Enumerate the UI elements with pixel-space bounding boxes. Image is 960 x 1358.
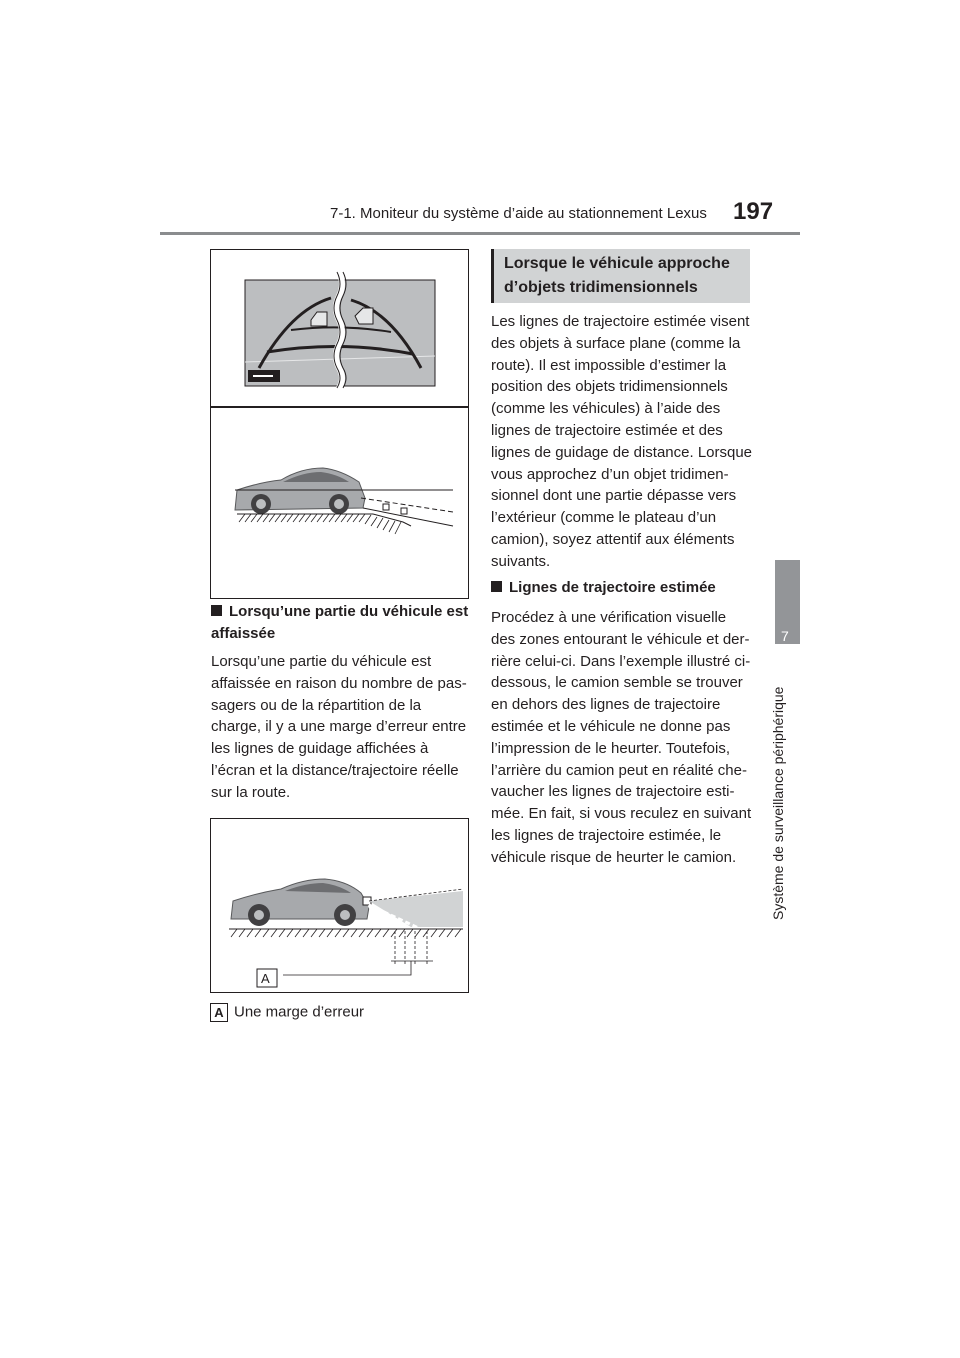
text-line: rière celui-ci. Dans l’exemple illustré ci- bbox=[491, 652, 751, 670]
legend bbox=[210, 1003, 364, 1022]
legend-text: Une marge d’erreur bbox=[234, 1003, 365, 1021]
car-side-view bbox=[231, 879, 371, 926]
text-line: lignes de trajectoire estimée et des bbox=[491, 421, 723, 439]
figure-error-margin bbox=[210, 818, 469, 993]
text-line: estimée et le véhicule ne donne pas bbox=[491, 717, 731, 735]
chapter-tab-title: Système de surveillance périphérique bbox=[770, 686, 786, 920]
text-line: sur la route. bbox=[211, 783, 291, 801]
text-line: (comme les véhicules) à l’aide des bbox=[491, 400, 721, 418]
text-line: suivants. bbox=[491, 552, 551, 570]
figure-sagging-vehicle bbox=[210, 249, 469, 599]
text-line: sionnel dont une partie dépasse vers bbox=[491, 487, 737, 505]
text-line: affaissée en raison du nombre de pas- bbox=[211, 674, 467, 692]
paragraph-trajectory bbox=[491, 607, 753, 869]
text-line: Lorsqu’une partie du véhicule est bbox=[211, 653, 432, 670]
text-line: vous approchez d’un objet tridimen- bbox=[491, 465, 729, 483]
chapter-tab-number: 7 bbox=[781, 628, 789, 644]
paragraph-intro bbox=[491, 311, 753, 573]
section-title-line: Lorsque le véhicule approche bbox=[504, 255, 730, 272]
text-line: l’arrière du camion peut en réalité che- bbox=[491, 761, 747, 779]
text-line: route). Il est impossible d’estimer la bbox=[491, 356, 727, 374]
page-number: 197 bbox=[733, 198, 774, 225]
section-title-line: d’objets tridimensionnels bbox=[504, 279, 698, 296]
subhead-trajectory bbox=[491, 577, 753, 599]
text-line: l’extérieur (comme le plateau d’un bbox=[491, 509, 717, 527]
text-line: les lignes de trajectoire estimée, le bbox=[491, 826, 722, 844]
header-rule bbox=[160, 232, 800, 235]
text-line: dessous, le camion semble se trouver bbox=[491, 674, 743, 692]
sagging-vehicle-illustration bbox=[211, 250, 468, 598]
text-line: véhicule risque de heurter le camion. bbox=[491, 848, 737, 866]
text-line: des objets à surface plane (comme la bbox=[491, 334, 741, 352]
text-line: position des objets tridimensionnels bbox=[491, 378, 728, 396]
subhead-sagging-text: Lorsqu’une partie du véhicule est affaissée bbox=[211, 603, 469, 642]
text-line: mée. En fait, si vous reculez en suivant bbox=[491, 805, 752, 823]
text-line: charge, il y a une marge d’erreur entre bbox=[211, 718, 467, 736]
error-margin-illustration bbox=[211, 819, 468, 992]
text-line: Les lignes de trajectoire estimée visent bbox=[491, 313, 750, 330]
subhead-trajectory-text: Lignes de trajectoire estimée bbox=[509, 579, 716, 596]
bullet-square-icon bbox=[211, 605, 222, 616]
text-line: camion), soyez attentif aux éléments bbox=[491, 530, 735, 548]
text-line: Procédez à une vérification visuelle bbox=[491, 609, 727, 626]
text-line: l’écran et la distance/trajectoire réelle bbox=[211, 761, 459, 779]
text-line: l’impression de le heurter. Toutefois, bbox=[491, 739, 731, 757]
bullet-square-icon bbox=[491, 581, 502, 592]
chapter-header: 7-1. Moniteur du système d’aide au stationnement Lexus bbox=[330, 205, 707, 222]
subhead-sagging bbox=[211, 601, 473, 644]
label-a-text: A bbox=[261, 971, 270, 986]
section-heading bbox=[491, 249, 750, 303]
text-line: sagers ou de la répartition de la bbox=[211, 696, 422, 714]
text-line: lignes de guidage de distance. Lorsque bbox=[491, 443, 753, 461]
text-line: les lignes de guidage affichées à bbox=[211, 740, 429, 758]
legend-badge: A bbox=[210, 1003, 228, 1022]
paragraph-sagging bbox=[211, 651, 473, 804]
text-line: vaucher les lignes de trajectoire esti- bbox=[491, 783, 735, 801]
text-line: des zones entourant le véhicule et der- bbox=[491, 630, 750, 648]
car-side-view bbox=[235, 468, 365, 514]
text-line: en dehors des lignes de trajectoire bbox=[491, 696, 721, 714]
